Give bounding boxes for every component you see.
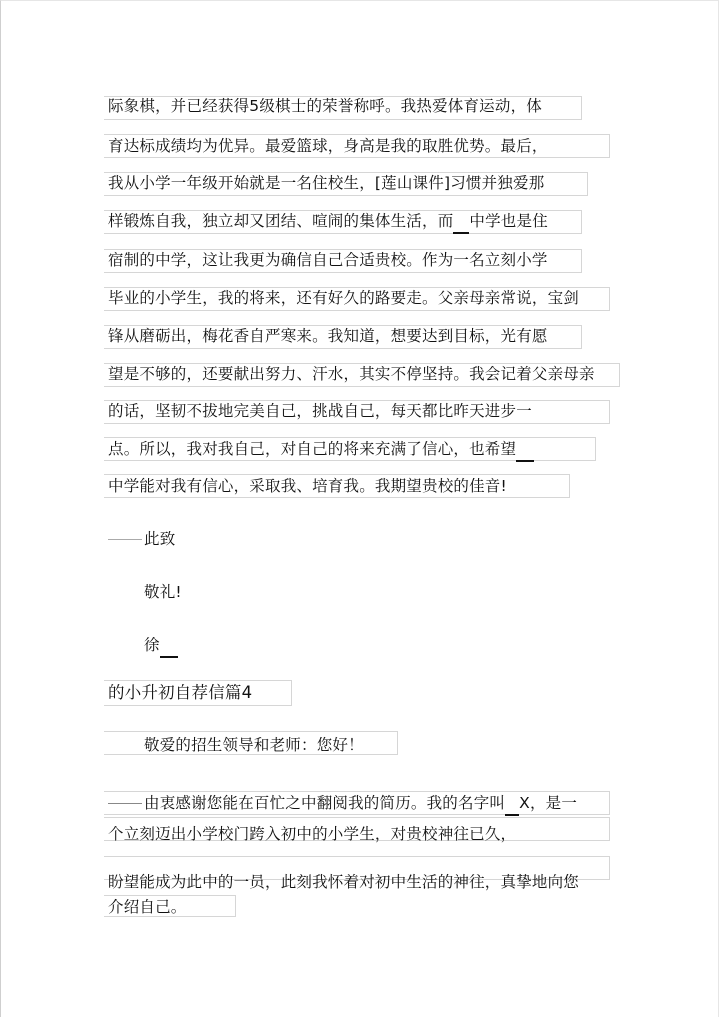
name-placeholder: X xyxy=(519,794,530,812)
closing-regards xyxy=(108,581,182,603)
paragraph-line xyxy=(108,792,577,816)
paragraph-line: 盼望能成为此中的一员，此刻我怀着对初中生活的神往，真挚地向您 xyxy=(108,873,580,891)
signature-text: 徐 xyxy=(144,636,160,654)
fill-in-blank xyxy=(516,438,534,462)
paragraph-line: 育达标成绩均为优异。最爱篮球，身高是我的取胜优势。最后， xyxy=(108,137,548,155)
closing-salutation xyxy=(108,528,175,550)
paragraph-line: 望是不够的，还要献出努力、汗水，其实不停坚持。我会记着父亲母亲 xyxy=(108,365,595,383)
text-segment: 样锻炼自我，独立却又团结、喧闹的集体生活，而 xyxy=(108,212,454,230)
paragraph-line: 宿制的中学，这让我更为确信自己合适贵校。作为一名立刻小学 xyxy=(108,251,548,269)
fill-in-blank xyxy=(505,792,519,816)
paragraph-line: 际象棋，并已经获得5级棋士的荣誉称呼。我热爱体育运动，体 xyxy=(108,97,542,115)
paragraph-line: 锋从磨砺出，梅花香自严寒来。我知道，想要达到目标，光有愿 xyxy=(108,327,548,345)
paragraph-line xyxy=(108,438,534,462)
regards-text: 敬礼! xyxy=(144,583,182,601)
salutation-text: 此致 xyxy=(144,530,176,548)
section-heading: 的小升初自荐信篇4 xyxy=(108,683,253,702)
greeting-text: 敬爱的招生领导和老师：您好！ xyxy=(144,736,364,754)
fill-in-blank xyxy=(160,634,178,658)
text-segment: 中学也是住 xyxy=(469,212,548,230)
fill-in-blank xyxy=(453,210,469,234)
paragraph-line: 毕业的小学生，我的将来，还有好久的路要走。父亲母亲常说，宝剑 xyxy=(108,289,580,307)
letter-greeting xyxy=(108,734,364,756)
paragraph-line: 我从小学一年级开始就是一名住校生，[莲山课件]习惯并独爱那 xyxy=(108,174,545,192)
paragraph-line: 中学能对我有信心，采取我、培育我。我期望贵校的佳音! xyxy=(108,477,507,495)
text-segment: ，是一 xyxy=(529,794,578,812)
indent-mark xyxy=(108,539,142,540)
indent-mark xyxy=(108,803,142,804)
text-segment: 点。所以，我对我自己，对自己的将来充满了信心，也希望 xyxy=(108,440,517,458)
paragraph-line: 个立刻迈出小学校门跨入初中的小学生，对贵校神往已久， xyxy=(108,825,517,843)
signature-line xyxy=(108,634,178,658)
paragraph-line xyxy=(108,210,548,234)
text-segment: 由衷感谢您能在百忙之中翻阅我的简历。我的名字叫 xyxy=(144,794,506,812)
paragraph-line: 的话，坚韧不拔地完美自己，挑战自己，每天都比昨天进步一 xyxy=(108,402,532,420)
paragraph-line: 介绍自己。 xyxy=(108,898,187,916)
